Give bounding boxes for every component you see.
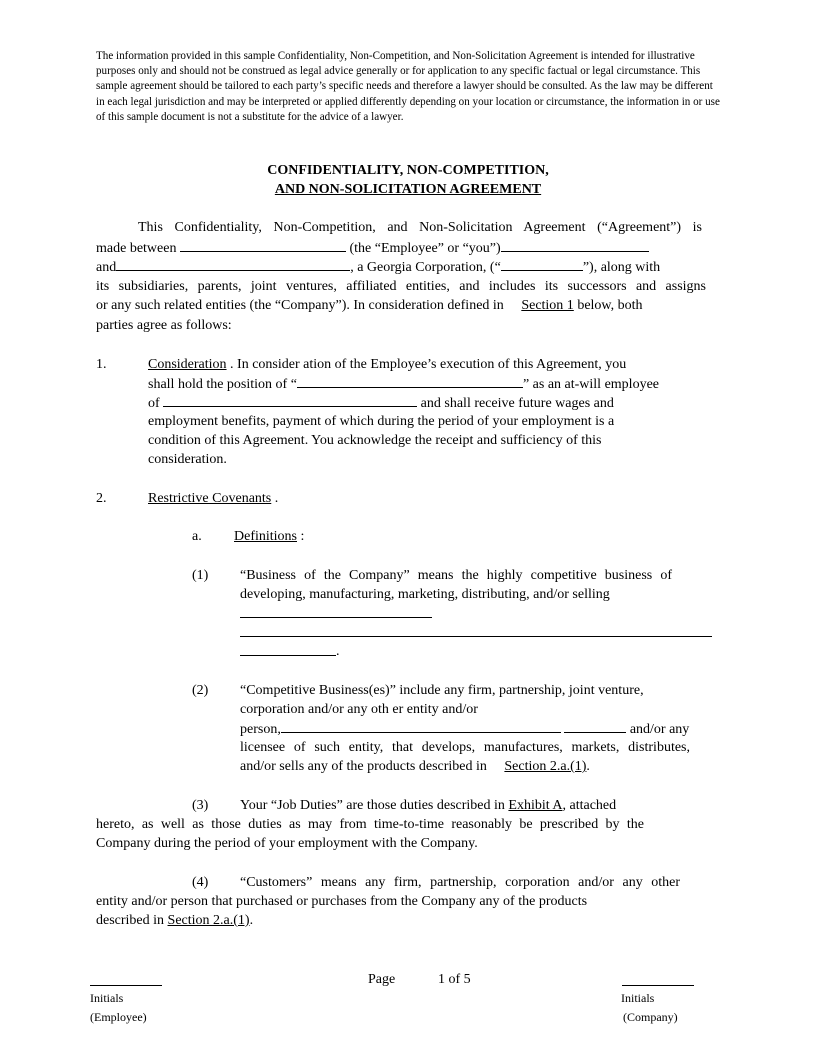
section-1-line-6: consideration. [148,452,227,467]
intro-text-2a: made between [96,241,177,256]
section-2a1-reference-link-2[interactable]: Section 2.a.(1) [167,913,250,928]
intro-line-4: its subsidiaries, parents, joint ventures, affiliated entities, and includes its successors and assigns [96,279,706,294]
intro-line-2 [96,238,716,258]
section-2a1-reference-link[interactable]: Section 2.a.(1) [504,759,587,774]
section-1-text-3b: and shall receive future wages and [420,396,614,411]
section-1-line-1 [148,355,688,374]
definition-2-text-5a: and/or sells any of the products described in [240,759,487,774]
business-description-blank-2[interactable] [240,636,712,637]
definition-1-end: . [336,644,340,659]
employee-party-label: (Employee) [90,1010,147,1024]
company-name-blank[interactable] [116,257,350,271]
section-1-line-5: condition of this Agreement. You acknowledge the receipt and sufficiency of this [148,433,602,448]
company-short-name-blank[interactable] [501,257,583,271]
employee-initials-label: Initials [90,991,124,1005]
definition-4-line-3 [96,911,656,930]
definition-1-line-1: “Business of the Company” means the highly competitive business of [240,568,672,583]
definition-2-text-5b: . [586,759,590,774]
company-party-label: (Company) [623,1010,678,1024]
definition-3-text-1b: , attached [562,798,617,813]
page-label: Page [368,972,396,987]
definition-3-line-2: hereto, as well as those duties as may from time-to-time reasonably be prescribed by the [96,817,644,832]
competitor-blank-1[interactable] [281,719,561,733]
definition-3-text-1a: Your “Job Duties” are those duties described in [240,798,505,813]
definition-2-text-3b: and/or any [629,722,690,737]
intro-text-1: This Confidentiality, Non-Competition, and Non-Solicitation Agreement (“Agreement”) is [138,220,702,235]
definition-4-line-1: “Customers” means any firm, partnership, corporation and/or any other [240,875,680,890]
section-2-heading-line [148,489,448,508]
definition-3-line-1 [240,796,680,815]
competitor-blank-2[interactable] [564,719,626,733]
business-description-blank-3[interactable] [240,655,336,656]
section-2-heading: Restrictive Covenants [148,491,272,506]
position-title-blank[interactable] [297,374,523,388]
document-title-line-1: CONFIDENTIALITY, NON-COMPETITION, [267,163,549,178]
section-1-text-2b: ” as an at-will employee [522,377,659,392]
intro-text-5b: below, both [577,298,643,313]
intro-text-2b: (the “Employee” or “you”) [349,241,501,256]
intro-text-3a: and [96,260,117,275]
intro-text-5a: or any such related entities (the “Company”). In consideration defined in [96,298,504,313]
employer-blank[interactable] [163,393,417,407]
definition-1-number: (1) [192,568,209,583]
definition-2-line-5 [240,757,690,776]
section-1-line-4: employment benefits, payment of which during the period of your employment is a [148,414,615,429]
section-2-number: 2. [96,491,107,506]
employee-initials-blank[interactable] [90,985,162,986]
section-1-text-1: . In consider ation of the Employee’s execution of this Agreement, you [230,357,627,372]
definition-2-line-4: licensee of such entity, that develops, manufactures, markets, distributes, [240,740,690,755]
employee-detail-blank[interactable] [501,238,649,252]
page-count: 1 of 5 [438,972,471,987]
definitions-heading-line [234,527,434,546]
business-description-blank-1[interactable] [240,617,432,618]
company-initials-blank[interactable] [622,985,694,986]
definition-2-line-3 [240,719,710,739]
definition-4-line-2: entity and/or person that purchased or purchases from the Company any of the products [96,894,588,909]
definition-4-text-3a: described in [96,913,165,928]
definition-2-line-2: corporation and/or any oth er entity and/or [240,702,478,717]
definitions-heading-suffix: : [300,529,305,544]
document-title-line-2 [96,181,720,199]
intro-line-1 [96,218,702,237]
intro-line-3 [96,257,716,277]
section-2-heading-suffix: . [274,491,279,506]
definitions-heading: Definitions [234,529,297,544]
intro-line-5 [96,296,716,315]
company-initials-label: Initials [621,991,655,1005]
section-1-text-3a: of [148,396,160,411]
definition-4-number: (4) [192,875,209,890]
definition-3-line-3: Company during the period of your employment with the Company. [96,836,478,851]
definition-2-number: (2) [192,683,209,698]
definition-2-line-1: “Competitive Business(es)” include any firm, partnership, joint venture, [240,683,644,698]
definition-3-number: (3) [192,798,209,813]
section-1-heading: Consideration [148,357,227,372]
exhibit-a-reference-link[interactable]: Exhibit A [508,798,563,813]
definition-4-text-3b: . [249,913,254,928]
section-1-reference-link[interactable]: Section 1 [521,298,574,313]
section-1-text-2a: shall hold the position of “ [148,377,297,392]
disclaimer-paragraph: The information provided in this sample Confidentiality, Non-Competition, and Non-Solicitation Agreement is intended for illustrative purposes only and should not be construed as legal advice generally or for application to any specific factual or legal circumstance. This sample agreement should be tailored to each party’s specific needs and therefore a lawyer should be consulted. As the law may be different in each legal jurisdiction and may be interpreted or applied differently depending on your location or circumstance, the information in or use of this sample document is not a substitute for the advice of a lawyer. [96,50,720,123]
intro-text-3b: , a Georgia Corporation, (“ [350,260,501,275]
intro-line-6: parties agree as follows: [96,318,232,333]
definition-1-line-2: developing, manufacturing, marketing, distributing, and/or selling [240,587,610,602]
employee-name-blank[interactable] [180,238,346,252]
section-1-number: 1. [96,357,107,372]
definition-2-text-3a: person, [240,722,281,737]
section-1-line-2 [148,374,708,394]
subsection-a-label: a. [192,529,202,544]
intro-text-3c: ”), along with [582,260,661,275]
section-1-line-3 [148,393,708,413]
document-title-line-2-text: AND NON-SOLICITATION AGREEMENT [274,182,542,197]
